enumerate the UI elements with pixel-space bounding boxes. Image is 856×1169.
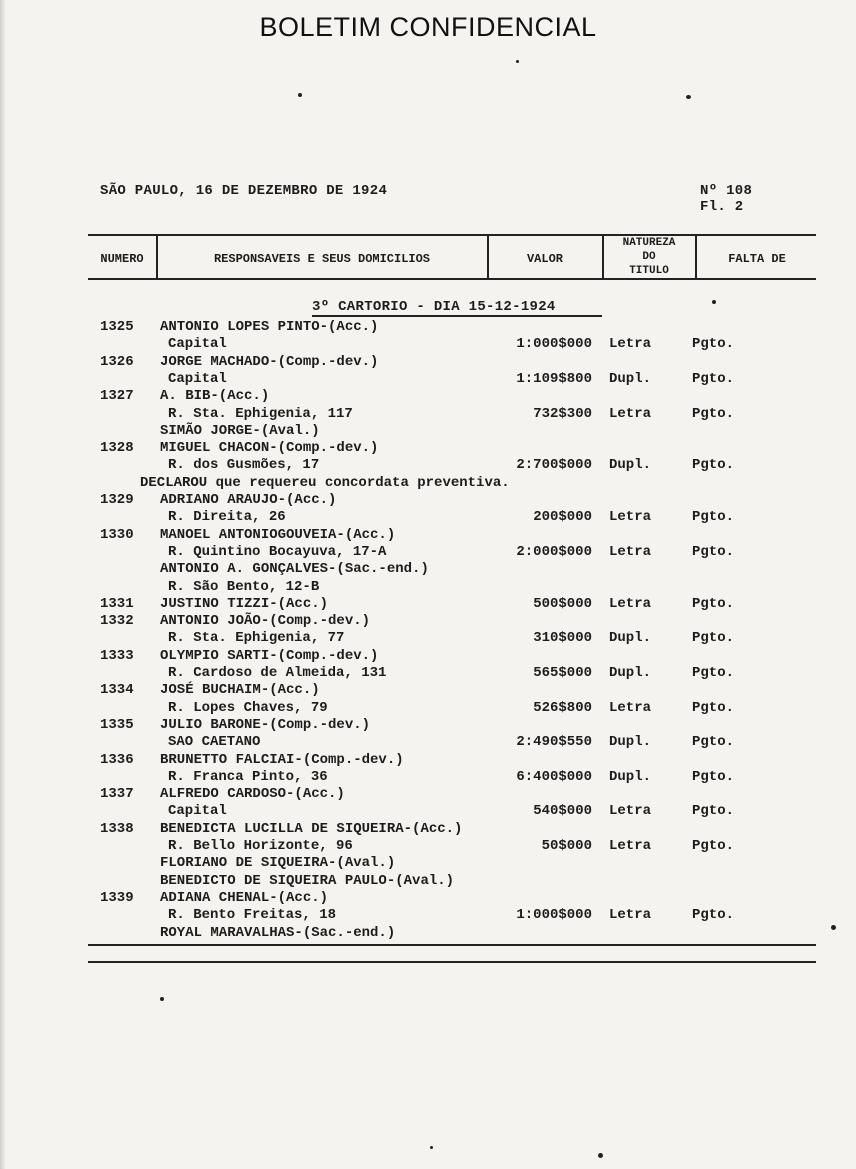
table-row xyxy=(0,475,856,492)
table-row xyxy=(0,700,856,717)
entry-number: 1327 xyxy=(100,388,134,405)
entry-value: 1:000$000 xyxy=(516,907,592,924)
table-row xyxy=(0,492,856,509)
entry-description: A. BIB-(Acc.) xyxy=(160,388,270,405)
entry-description: ADRIANO ARAUJO-(Acc.) xyxy=(160,492,337,508)
column-divider xyxy=(487,236,489,280)
entry-description: MANOEL ANTONIOGOUVEIA-(Acc.) xyxy=(160,526,396,543)
entry-number: 1332 xyxy=(100,613,134,630)
entry-description: R. Quintino Bocayuva, 17-A xyxy=(168,543,387,560)
table-row xyxy=(0,665,856,682)
table-header-rule xyxy=(88,278,816,280)
entry-falta: Pgto. xyxy=(692,803,735,820)
entry-description: R. Lopes Chaves, 79 xyxy=(168,699,328,716)
table-row xyxy=(0,838,856,855)
table-row xyxy=(0,717,856,734)
entry-value: 2:000$000 xyxy=(516,543,592,560)
column-divider xyxy=(695,236,697,280)
entry-nature: Dupl. xyxy=(609,734,652,751)
table-row xyxy=(0,354,856,371)
entry-description: R. Cardoso de Almeida, 131 xyxy=(168,665,387,681)
scan-speck xyxy=(831,925,836,930)
entry-description: Capital xyxy=(168,370,227,387)
document-title: BOLETIM CONFIDENCIAL xyxy=(259,12,597,42)
table-row xyxy=(0,406,856,423)
entry-nature: Letra xyxy=(609,509,652,526)
table-row xyxy=(0,423,856,440)
entry-description: ROYAL MARAVALHAS-(Sac.-end.) xyxy=(160,924,396,941)
entry-nature: Letra xyxy=(609,803,652,820)
entry-value: 50$000 xyxy=(541,838,592,854)
table-row xyxy=(0,544,856,561)
entry-value: 2:700$000 xyxy=(516,457,592,474)
entry-value: 2:490$550 xyxy=(516,734,592,751)
entry-falta: Pgto. xyxy=(692,457,735,474)
table-row xyxy=(0,527,856,544)
column-header-numero: NUMERO xyxy=(100,252,144,266)
entry-number: 1329 xyxy=(100,492,134,508)
natureza-line: DO xyxy=(642,251,656,263)
entry-description: R. Direita, 26 xyxy=(168,509,286,526)
scan-speck xyxy=(686,95,691,99)
table-top-rule xyxy=(88,234,816,236)
entry-nature: Letra xyxy=(609,595,652,612)
entry-value: 526$800 xyxy=(533,699,592,716)
entry-description: R. São Bento, 12-B xyxy=(168,578,320,595)
table-row xyxy=(0,907,856,924)
table-row xyxy=(0,319,856,336)
table-row xyxy=(0,682,856,699)
table-row xyxy=(0,648,856,665)
table-row xyxy=(0,371,856,388)
place-date: SÃO PAULO, 16 DE DEZEMBRO DE 1924 xyxy=(100,183,388,199)
entry-value: 310$000 xyxy=(533,630,592,647)
entry-value: 1:109$800 xyxy=(516,370,592,387)
scan-speck xyxy=(430,1146,433,1149)
entry-description: SIMÃO JORGE-(Aval.) xyxy=(160,422,320,439)
entry-description: R. Bello Horizonte, 96 xyxy=(168,838,353,854)
entry-description: SAO CAETANO xyxy=(168,734,261,751)
entry-description: DECLAROU que requereu concordata preventiva. xyxy=(140,474,510,491)
entry-nature: Letra xyxy=(609,405,652,422)
column-header-valor: VALOR xyxy=(526,252,563,266)
entry-falta: Pgto. xyxy=(692,699,735,716)
table-row xyxy=(0,734,856,751)
entry-falta: Pgto. xyxy=(692,907,735,924)
entry-falta: Pgto. xyxy=(692,768,735,785)
table-row xyxy=(0,630,856,647)
entry-falta: Pgto. xyxy=(692,595,735,612)
entry-falta: Pgto. xyxy=(692,509,735,526)
entry-description: ADIANA CHENAL-(Acc.) xyxy=(160,889,329,906)
entry-number: 1326 xyxy=(100,353,134,370)
entry-nature: Letra xyxy=(609,543,652,560)
entry-falta: Pgto. xyxy=(692,336,735,353)
entry-value: 732$300 xyxy=(533,405,592,422)
entry-description: OLYMPIO SARTI-(Comp.-dev.) xyxy=(160,647,379,664)
entry-description: R. Sta. Ephigenia, 117 xyxy=(168,405,353,422)
entry-falta: Pgto. xyxy=(692,734,735,751)
entry-falta: Pgto. xyxy=(692,543,735,560)
entry-description: BENEDICTO DE SIQUEIRA PAULO-(Aval.) xyxy=(160,872,455,889)
entry-description: Capital xyxy=(168,803,227,820)
entry-value: 565$000 xyxy=(533,665,592,681)
table-row xyxy=(0,440,856,457)
scan-speck xyxy=(298,93,302,97)
table-row xyxy=(0,336,856,353)
entry-description: ALFREDO CARDOSO-(Acc.) xyxy=(160,786,345,803)
entry-number: 1334 xyxy=(100,682,134,699)
entry-nature: Letra xyxy=(609,336,652,353)
table-bottom-rule xyxy=(88,961,816,963)
entry-value: 540$000 xyxy=(533,803,592,820)
entry-description: JULIO BARONE-(Comp.-dev.) xyxy=(160,716,371,733)
entry-description: BENEDICTA LUCILLA DE SIQUEIRA-(Acc.) xyxy=(160,820,463,837)
scan-speck xyxy=(516,60,519,63)
entry-description: JUSTINO TIZZI-(Acc.) xyxy=(160,595,329,612)
entry-nature: Letra xyxy=(609,838,652,854)
entry-number: 1335 xyxy=(100,716,134,733)
entry-number: 1330 xyxy=(100,526,134,543)
section-title: 3º CARTORIO - DIA 15-12-1924 xyxy=(312,299,556,315)
sheet-number: Fl. 2 xyxy=(700,199,744,215)
entry-nature: Dupl. xyxy=(609,630,652,647)
entry-falta: Pgto. xyxy=(692,838,735,854)
entry-number: 1338 xyxy=(100,820,134,837)
entry-value: 500$000 xyxy=(533,595,592,612)
bulletin-number: Nº 108 xyxy=(700,183,753,199)
section-title-underline xyxy=(312,315,602,317)
natureza-line: TITULO xyxy=(629,265,669,277)
entry-falta: Pgto. xyxy=(692,405,735,422)
entry-description: FLORIANO DE SIQUEIRA-(Aval.) xyxy=(160,855,396,872)
entry-nature: Letra xyxy=(609,907,652,924)
natureza-line: NATUREZA xyxy=(622,237,676,249)
entry-nature: Letra xyxy=(609,699,652,716)
entry-number: 1339 xyxy=(100,889,134,906)
entry-falta: Pgto. xyxy=(692,630,735,647)
entry-value: 1:000$000 xyxy=(516,336,592,353)
entry-description: ANTONIO A. GONÇALVES-(Sac.-end.) xyxy=(160,561,429,578)
entry-description: R. dos Gusmões, 17 xyxy=(168,457,320,474)
entry-number: 1331 xyxy=(100,595,134,612)
entry-description: MIGUEL CHACON-(Comp.-dev.) xyxy=(160,440,379,457)
scan-speck xyxy=(598,1153,603,1158)
table-row xyxy=(0,855,856,872)
entry-falta: Pgto. xyxy=(692,665,735,681)
entry-falta: Pgto. xyxy=(692,370,735,387)
entry-nature: Dupl. xyxy=(609,370,652,387)
table-row xyxy=(0,579,856,596)
entry-description: BRUNETTO FALCIAI-(Comp.-dev.) xyxy=(160,751,404,768)
entry-description: R. Sta. Ephigenia, 77 xyxy=(168,630,345,647)
table-row xyxy=(0,613,856,630)
entry-nature: Dupl. xyxy=(609,665,652,681)
table-row xyxy=(0,561,856,578)
table-row xyxy=(0,388,856,405)
scan-speck xyxy=(712,300,716,304)
entry-description: R. Bento Freitas, 18 xyxy=(168,907,337,924)
table-row xyxy=(0,873,856,890)
table-row xyxy=(0,509,856,526)
column-header-falta: FALTA DE xyxy=(728,252,786,266)
table-row xyxy=(0,769,856,786)
table-row xyxy=(0,803,856,820)
entry-number: 1336 xyxy=(100,751,134,768)
entry-number: 1333 xyxy=(100,647,134,664)
scan-speck xyxy=(160,997,164,1001)
entry-description: R. Franca Pinto, 36 xyxy=(168,768,328,785)
table-row xyxy=(0,752,856,769)
table-row xyxy=(0,786,856,803)
table-row xyxy=(0,821,856,838)
entry-value: 200$000 xyxy=(533,509,592,526)
table-row xyxy=(0,925,856,942)
column-divider xyxy=(156,236,158,280)
entry-nature: Dupl. xyxy=(609,768,652,785)
table-row xyxy=(0,596,856,613)
entry-description: JOSÉ BUCHAIM-(Acc.) xyxy=(160,682,320,699)
entry-description: ANTONIO LOPES PINTO-(Acc.) xyxy=(160,319,379,335)
table-row xyxy=(0,457,856,474)
entry-description: JORGE MACHADO-(Comp.-dev.) xyxy=(160,353,379,370)
entry-value: 6:400$000 xyxy=(516,768,592,785)
entry-description: ANTONIO JOÃO-(Comp.-dev.) xyxy=(160,613,371,630)
table-bottom-rule xyxy=(88,944,816,946)
entry-nature: Dupl. xyxy=(609,457,652,474)
table-row xyxy=(0,890,856,907)
entry-number: 1328 xyxy=(100,440,134,457)
column-header-natureza xyxy=(604,236,694,278)
entry-number: 1325 xyxy=(100,319,134,335)
entry-number: 1337 xyxy=(100,786,134,803)
entry-description: Capital xyxy=(168,336,227,353)
column-header-responsaveis: RESPONSAVEIS E SEUS DOMICILIOS xyxy=(213,252,431,266)
